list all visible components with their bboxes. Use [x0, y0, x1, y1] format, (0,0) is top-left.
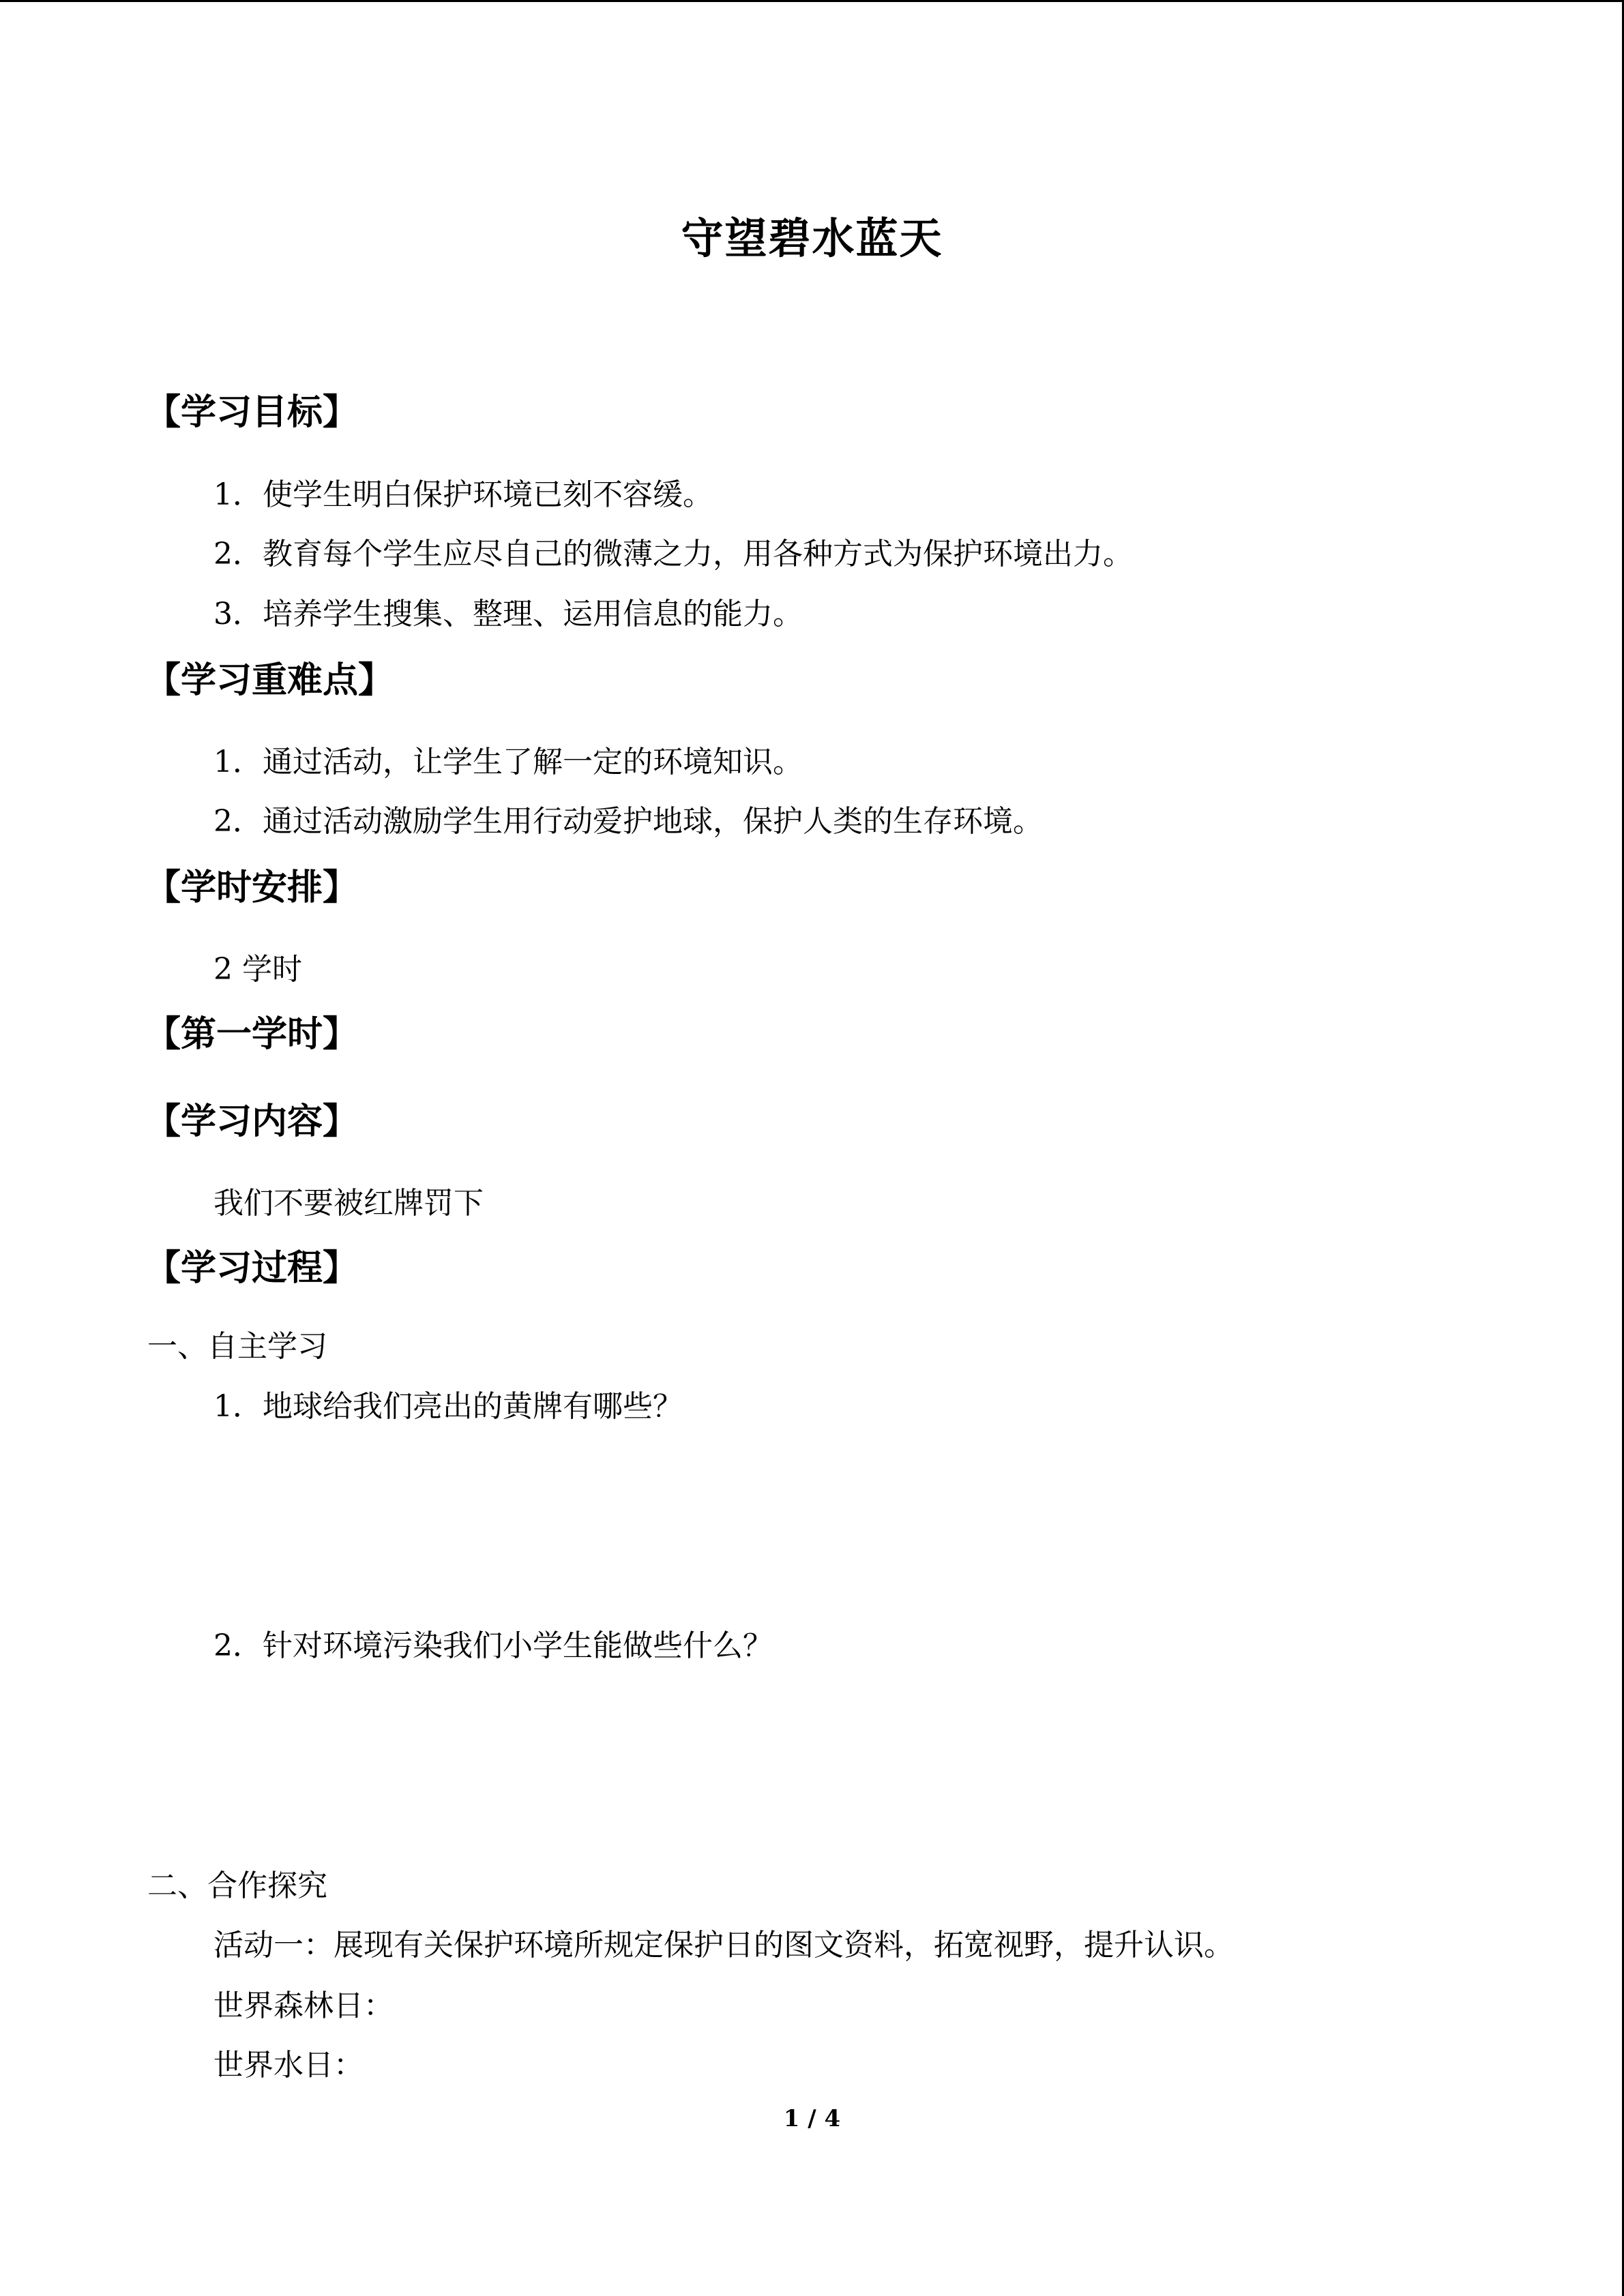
key-point-item-2: 2．通过活动激励学生用行动爱护地球，保护人类的生存环境。 [213, 804, 1043, 839]
process-part1-title: 一、自主学习 [147, 1329, 327, 1364]
process-part1-question-2: 2．针对环境污染我们小学生能做些什么？ [213, 1628, 773, 1663]
document-title: 守望碧水蓝天 [681, 213, 943, 263]
goal-item-2: 2．教育每个学生应尽自己的微薄之力，用各种方式为保护环境出力。 [213, 537, 1133, 571]
section-heading-key-points: 【学习重难点】 [145, 660, 394, 701]
page-top-border [0, 0, 1624, 2]
process-part2-activity-1: 活动一：展现有关保护环境所规定保护日的图文资料，拓宽视野，提升认识。 [213, 1928, 1234, 1963]
goal-item-1: 1．使学生明白保护环境已刻不容缓。 [213, 477, 713, 512]
section-heading-schedule: 【学时安排】 [145, 867, 359, 908]
process-part2-water-day: 世界水日： [213, 2048, 364, 2083]
schedule-text: 2 学时 [213, 952, 302, 987]
content-text: 我们不要被红牌罚下 [213, 1186, 484, 1221]
process-part2-title: 二、合作探究 [147, 1868, 327, 1903]
page-number: 1 / 4 [783, 2105, 841, 2132]
goal-item-3: 3．培养学生搜集、整理、运用信息的能力。 [213, 597, 803, 631]
section-heading-goals: 【学习目标】 [145, 392, 359, 433]
section-heading-process: 【学习过程】 [145, 1248, 359, 1289]
process-part2-forest-day: 世界森林日： [213, 1988, 394, 2023]
process-part1-question-1: 1．地球给我们亮出的黄牌有哪些？ [213, 1389, 683, 1424]
section-heading-first-period: 【第一学时】 [145, 1014, 359, 1055]
key-point-item-1: 1．通过活动，让学生了解一定的环境知识。 [213, 745, 803, 779]
section-heading-content: 【学习内容】 [145, 1101, 359, 1142]
